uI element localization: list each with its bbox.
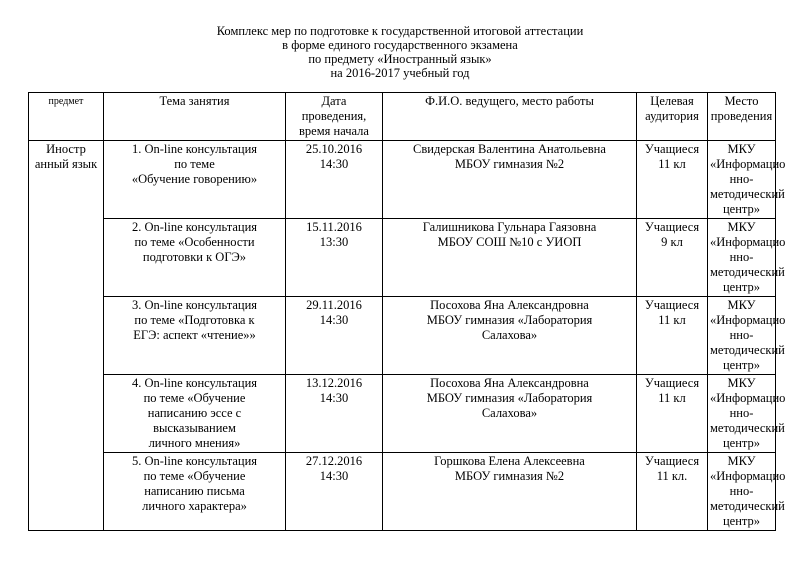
person-text: Горшкова Елена Алексеевна МБОУ гимназия №2 [434, 454, 585, 483]
date-cell [286, 375, 383, 453]
time-value: 14:30 [319, 157, 349, 171]
audience-text: Учащиеся 11 кл [644, 142, 700, 171]
date-value: 27.12.2016 [305, 454, 363, 468]
title-line-1: Комплекс мер по подготовке к государственной итоговой аттестации [216, 24, 584, 38]
title-line-3: по предмету «Иностранный язык» [308, 52, 492, 66]
topic-text: 1. On-line консультация по теме «Обучение говорению» [131, 142, 258, 186]
document-title [0, 24, 800, 80]
date-value: 15.11.2016 [306, 220, 362, 234]
table-row [29, 375, 776, 453]
topic-cell [104, 297, 286, 375]
audience-text: Учащиеся 11 кл [644, 376, 700, 405]
topic-cell [104, 453, 286, 531]
schedule-table [28, 92, 786, 531]
table-row [29, 141, 776, 219]
audience-cell [637, 375, 708, 453]
column-header-audience: Целевая аудитория [637, 93, 708, 141]
person-cell [383, 219, 637, 297]
person-cell [383, 453, 637, 531]
place-text: МКУ «Информацио нно- методический центр» [710, 454, 786, 528]
title-line-4: на 2016-2017 учебный год [330, 66, 470, 80]
audience-text: Учащиеся 11 кл. [644, 454, 700, 483]
topic-cell [104, 375, 286, 453]
date-cell [286, 219, 383, 297]
table-row [29, 219, 776, 297]
person-text: Посохова Яна Александровна МБОУ гимназия «Лаборатория Салахова» [426, 298, 593, 342]
time-value: 14:30 [319, 391, 349, 405]
date-cell [286, 141, 383, 219]
place-cell [708, 375, 786, 453]
date-value: 13.12.2016 [305, 376, 363, 390]
date-cell [286, 297, 383, 375]
time-value: 13:30 [319, 235, 349, 249]
date-value: 29.11.2016 [306, 298, 362, 312]
date-value: 25.10.2016 [305, 142, 363, 156]
topic-text: 3. On-line консультация по теме «Подготовка к ЕГЭ: аспект «чтение»» [131, 298, 258, 342]
column-header-date: Дата проведения, время начала [286, 93, 383, 141]
topic-text: 5. On-line консультация по теме «Обучение написанию письма личного характера» [131, 454, 258, 513]
time-value: 14:30 [319, 313, 349, 327]
column-header-topic: Тема занятия [104, 93, 286, 141]
place-text: МКУ «Информацио нно- методический центр» [710, 376, 786, 450]
column-header-place: Место проведения [708, 93, 776, 141]
column-header-subject: предмет [29, 93, 104, 141]
column-header-person: Ф.И.О. ведущего, место работы [383, 93, 637, 141]
topic-cell [104, 219, 286, 297]
date-cell [286, 453, 383, 531]
table-row [29, 297, 776, 375]
audience-cell [637, 141, 708, 219]
place-cell [708, 453, 786, 531]
topic-cell [104, 141, 286, 219]
place-text: МКУ «Информацио нно- методический центр» [710, 298, 786, 372]
person-cell [383, 297, 637, 375]
title-line-2: в форме единого государственного экзамена [282, 38, 518, 52]
time-value: 14:30 [319, 469, 349, 483]
person-cell [383, 141, 637, 219]
person-text: Посохова Яна Александровна МБОУ гимназия «Лаборатория Салахова» [426, 376, 593, 420]
place-cell [708, 141, 786, 219]
place-text: МКУ «Информацио нно- методический центр» [710, 220, 786, 294]
place-text: МКУ «Информацио нно- методический центр» [710, 142, 786, 216]
subject-text: Иностр анный язык [34, 142, 98, 171]
person-text: Галишникова Гульнара Гаязовна МБОУ СОШ №10 с УИОП [422, 220, 597, 249]
table-row [29, 453, 776, 531]
audience-text: Учащиеся 9 кл [644, 220, 700, 249]
topic-text: 4. On-line консультация по теме «Обучение написанию эссе с высказыванием личного мнения» [131, 376, 258, 450]
audience-text: Учащиеся 11 кл [644, 298, 700, 327]
audience-cell [637, 297, 708, 375]
place-cell [708, 297, 786, 375]
audience-cell [637, 219, 708, 297]
person-text: Свидерская Валентина Анатольевна МБОУ гимназия №2 [413, 142, 606, 171]
table-header-row [29, 93, 776, 141]
topic-text: 2. On-line консультация по теме «Особенности подготовки к ОГЭ» [131, 220, 258, 264]
person-cell [383, 375, 637, 453]
audience-cell [637, 453, 708, 531]
place-cell [708, 219, 786, 297]
subject-cell [29, 141, 104, 531]
